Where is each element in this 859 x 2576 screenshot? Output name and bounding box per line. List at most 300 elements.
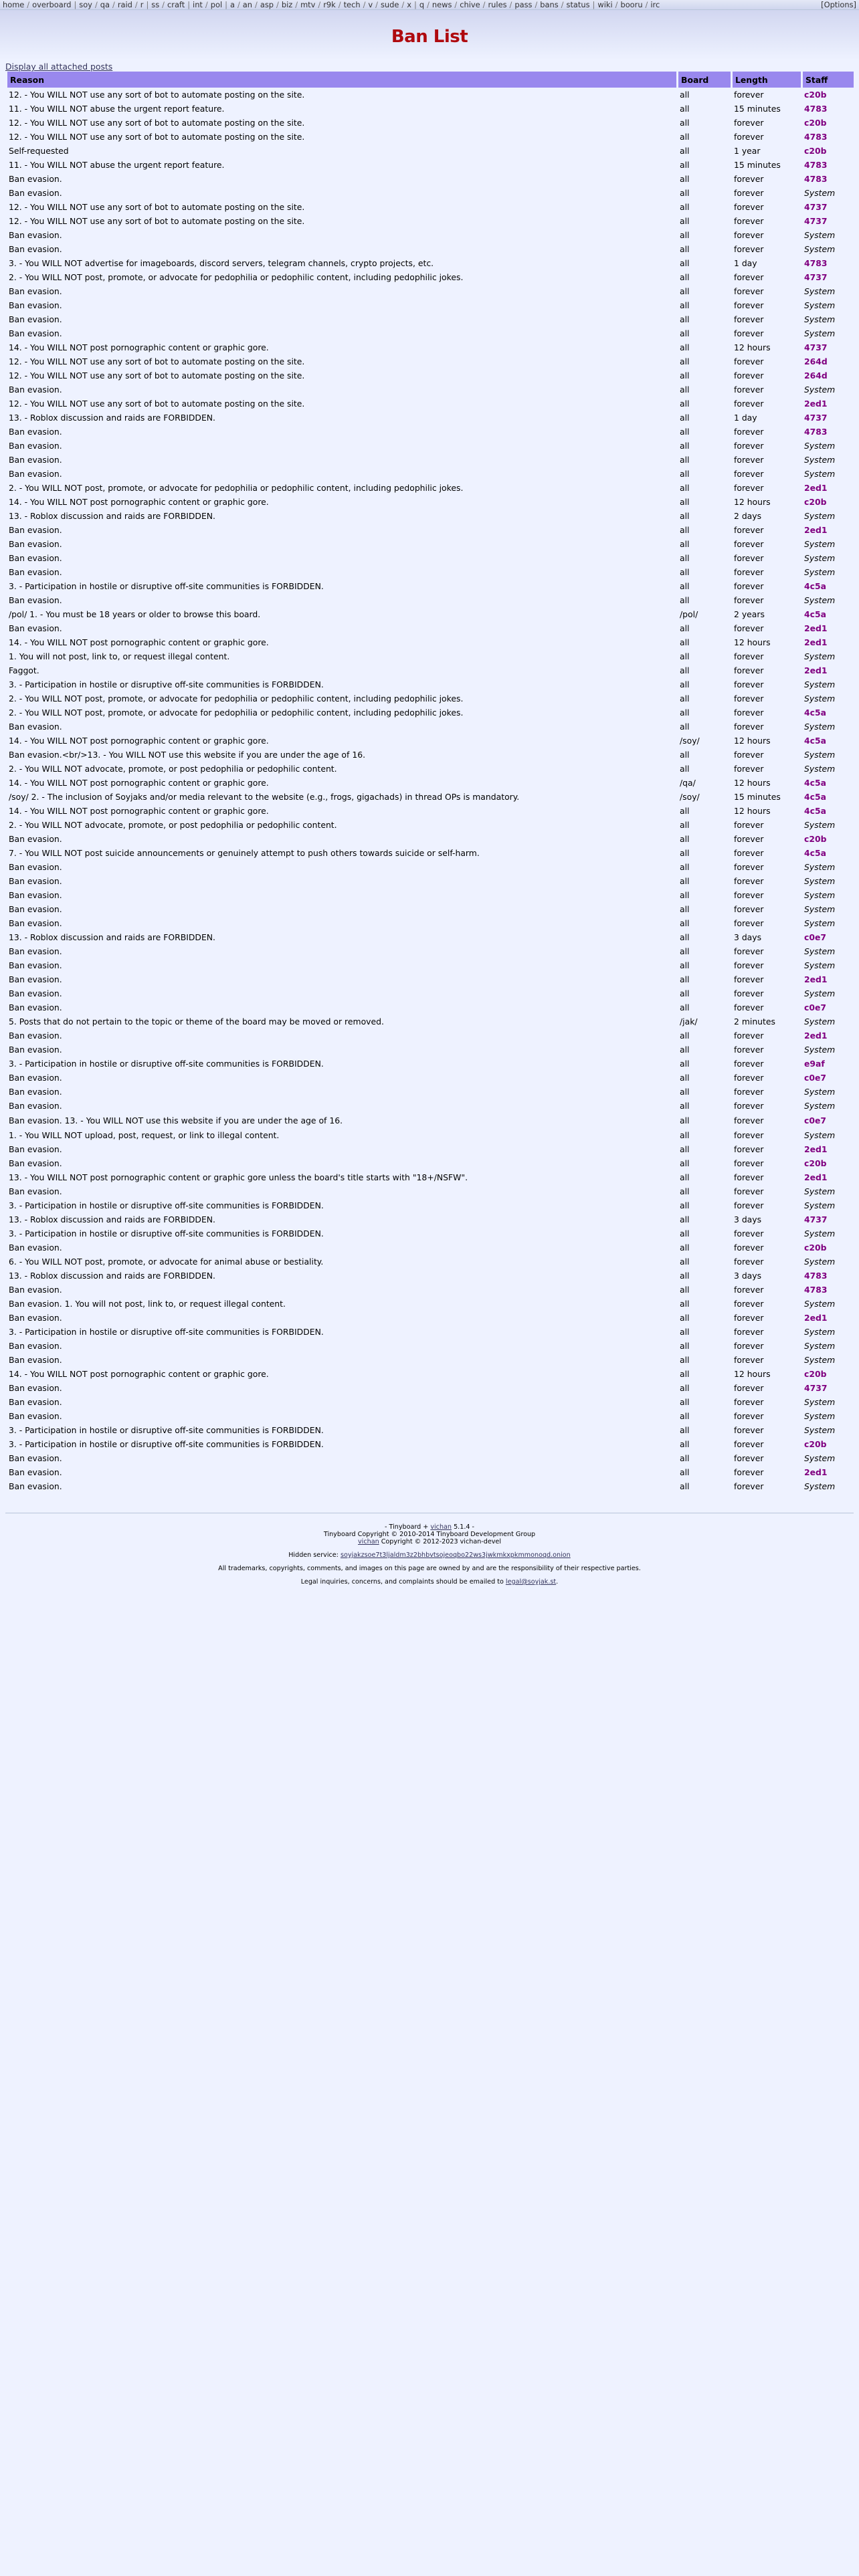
- ban-board: all: [680, 1144, 690, 1154]
- nav-link-ss[interactable]: ss: [151, 0, 160, 9]
- ban-length: forever: [734, 1285, 764, 1295]
- nav-slash: /: [295, 0, 298, 9]
- ban-board: all: [680, 216, 690, 226]
- ban-staff: System: [804, 1087, 836, 1097]
- nav-link-rules[interactable]: rules: [488, 0, 507, 9]
- footer-hidden-service: [0, 1551, 859, 1559]
- nav-slash: /: [561, 0, 564, 9]
- ban-staff: System: [804, 1045, 836, 1055]
- ban-board: all: [680, 455, 690, 465]
- table-row: [7, 621, 854, 635]
- ban-reason: Ban evasion.: [9, 1397, 62, 1407]
- ban-length: 2 years: [734, 609, 765, 619]
- nav-slash: /: [615, 0, 618, 9]
- table-row: [7, 1423, 854, 1437]
- ban-length: forever: [734, 1299, 764, 1309]
- ban-staff: System: [804, 1355, 836, 1365]
- nav-slash: /: [112, 0, 115, 9]
- ban-board: all: [680, 1073, 690, 1083]
- ban-reason: Ban evasion.: [9, 1002, 62, 1012]
- ban-board: all: [680, 1243, 690, 1253]
- nav-link-asp[interactable]: asp: [260, 0, 274, 9]
- ban-reason: Ban evasion.: [9, 974, 62, 984]
- ban-reason: 12. - You WILL NOT use any sort of bot to automate posting on the site.: [9, 132, 305, 142]
- ban-staff: System: [804, 469, 836, 479]
- ban-reason: Ban evasion.<br/>13. - You WILL NOT use this website if you are under the age of 16.: [9, 750, 366, 760]
- ban-length: forever: [734, 174, 764, 184]
- ban-board: all: [680, 1285, 690, 1295]
- nav-link-wiki[interactable]: wiki: [597, 0, 613, 9]
- ban-reason: 2. - You WILL NOT advocate, promote, or post pedophilia or pedophilic content.: [9, 820, 337, 830]
- nav-link-qa[interactable]: qa: [100, 0, 110, 9]
- ban-staff: System: [804, 300, 836, 310]
- ban-length: forever: [734, 1355, 764, 1365]
- nav-link-overboard[interactable]: overboard: [32, 0, 72, 9]
- ban-board: all: [680, 469, 690, 479]
- column-header-reason[interactable]: Reason: [7, 72, 676, 88]
- ban-board: all: [680, 651, 690, 661]
- ban-reason: 2. - You WILL NOT advocate, promote, or post pedophilia or pedophilic content.: [9, 764, 337, 774]
- nav-link-mtv[interactable]: mtv: [300, 0, 316, 9]
- ban-board: all: [680, 1045, 690, 1055]
- ban-reason: Ban evasion.: [9, 960, 62, 970]
- table-row: [7, 481, 854, 495]
- footer-copyright-vichan: [0, 1538, 859, 1545]
- ban-staff: 4783: [804, 104, 828, 114]
- table-row: [7, 495, 854, 509]
- ban-length: forever: [734, 1031, 764, 1041]
- ban-staff: System: [804, 750, 836, 760]
- ban-board: all: [680, 567, 690, 577]
- ban-staff: 4c5a: [804, 806, 826, 816]
- ban-board: all: [680, 1087, 690, 1097]
- ban-staff: 2ed1: [804, 1313, 828, 1323]
- footer: [0, 1523, 859, 1586]
- table-row: [7, 116, 854, 130]
- table-row: [7, 1479, 854, 1493]
- ban-length: forever: [734, 1411, 764, 1421]
- table-row: [7, 1367, 854, 1381]
- nav-link-tech[interactable]: tech: [343, 0, 361, 9]
- ban-length: forever: [734, 890, 764, 900]
- ban-board: all: [680, 525, 690, 535]
- ban-length: forever: [734, 272, 764, 282]
- ban-length: 2 minutes: [734, 1016, 775, 1027]
- display-all-posts-link[interactable]: Display all attached posts: [5, 62, 113, 72]
- ban-board: all: [680, 1101, 690, 1111]
- nav-slash: /: [27, 0, 30, 9]
- table-row: [7, 186, 854, 200]
- ban-board: all: [680, 764, 690, 774]
- ban-reason: Ban evasion.: [9, 441, 62, 451]
- ban-reason: 14. - You WILL NOT post pornographic content or graphic gore.: [9, 806, 269, 816]
- ban-length: forever: [734, 679, 764, 689]
- ban-length: forever: [734, 216, 764, 226]
- ban-board: all: [680, 1031, 690, 1041]
- ban-reason: 1. - You WILL NOT upload, post, request, or link to illegal content.: [9, 1130, 280, 1140]
- nav-link-an[interactable]: an: [242, 0, 252, 9]
- ban-board: all: [680, 750, 690, 760]
- nav-slash: /: [94, 0, 98, 9]
- table-row: [7, 270, 854, 284]
- ban-reason: 3. - Participation in hostile or disruptive off-site communities is FORBIDDEN.: [9, 679, 324, 689]
- ban-reason: 14. - You WILL NOT post pornographic content or graphic gore.: [9, 637, 269, 647]
- ban-reason: Ban evasion.: [9, 1411, 62, 1421]
- ban-board: all: [680, 1172, 690, 1182]
- table-row: [7, 1212, 854, 1226]
- nav-slash: /: [205, 0, 208, 9]
- table-row: [7, 1395, 854, 1409]
- ban-reason: Ban evasion.: [9, 230, 62, 240]
- ban-reason: Ban evasion. 1. You will not post, link to, or request illegal content.: [9, 1299, 286, 1309]
- table-row: [7, 397, 854, 411]
- nav-slash: /: [276, 0, 279, 9]
- top-navigation-bar: [0, 0, 859, 10]
- ban-board: all: [680, 679, 690, 689]
- nav-link-sude[interactable]: sude: [381, 0, 399, 9]
- nav-slash: /: [375, 0, 378, 9]
- ban-board: all: [680, 202, 690, 212]
- ban-board: all: [680, 104, 690, 114]
- table-row: [7, 1043, 854, 1057]
- ban-length: forever: [734, 876, 764, 886]
- ban-board: all: [680, 118, 690, 128]
- ban-reason: Ban evasion.: [9, 525, 62, 535]
- nav-link-pass[interactable]: pass: [514, 0, 533, 9]
- table-row: [7, 1029, 854, 1043]
- ban-reason: 3. - Participation in hostile or disruptive off-site communities is FORBIDDEN.: [9, 1425, 324, 1435]
- table-row: [7, 200, 854, 214]
- nav-link-chive[interactable]: chive: [460, 0, 480, 9]
- table-row: [7, 368, 854, 383]
- table-row: [7, 832, 854, 846]
- table-row: [7, 1099, 854, 1113]
- footer-copyright-vichan-text: Copyright © 2012-2023 vichan-devel: [379, 1538, 501, 1545]
- ban-length: forever: [734, 764, 764, 774]
- ban-length: forever: [734, 988, 764, 998]
- ban-reason: Ban evasion.: [9, 1101, 62, 1111]
- ban-staff: 2ed1: [804, 665, 828, 675]
- ban-staff: 264d: [804, 370, 828, 381]
- ban-reason: Ban evasion.: [9, 567, 62, 577]
- ban-reason: Ban evasion.: [9, 988, 62, 998]
- nav-link-craft[interactable]: craft: [167, 0, 185, 9]
- ban-length: forever: [734, 1327, 764, 1337]
- ban-staff: System: [804, 314, 836, 324]
- table-row: [7, 228, 854, 242]
- ban-board: all: [680, 581, 690, 591]
- ban-board: all: [680, 1313, 690, 1323]
- ban-staff: System: [804, 441, 836, 451]
- nav-link-r9k[interactable]: r9k: [323, 0, 336, 9]
- ban-length: forever: [734, 623, 764, 633]
- ban-reason: 12. - You WILL NOT use any sort of bot to automate posting on the site.: [9, 118, 305, 128]
- ban-staff: 2ed1: [804, 399, 828, 409]
- ban-staff: System: [804, 455, 836, 465]
- ban-reason: Ban evasion.: [9, 623, 62, 633]
- ban-reason: 12. - You WILL NOT use any sort of bot to automate posting on the site.: [9, 216, 305, 226]
- table-row: [7, 326, 854, 340]
- ban-reason: Ban evasion.: [9, 1144, 62, 1154]
- ban-staff: c0e7: [804, 932, 826, 942]
- ban-staff: 264d: [804, 356, 828, 366]
- ban-staff: System: [804, 1016, 836, 1027]
- table-row: [7, 776, 854, 790]
- ban-length: forever: [734, 455, 764, 465]
- ban-staff: System: [804, 904, 836, 914]
- nav-separator: |: [146, 0, 149, 9]
- ban-length: 12 hours: [734, 637, 771, 647]
- ban-board: all: [680, 342, 690, 352]
- ban-length: forever: [734, 525, 764, 535]
- ban-length: forever: [734, 651, 764, 661]
- table-row: [7, 1128, 854, 1142]
- ban-board: all: [680, 834, 690, 844]
- ban-reason: 5. Posts that do not pertain to the topic or theme of the board may be moved or removed.: [9, 1016, 384, 1027]
- ban-staff: System: [804, 960, 836, 970]
- ban-length: forever: [734, 230, 764, 240]
- ban-length: forever: [734, 1467, 764, 1477]
- ban-staff: System: [804, 918, 836, 928]
- table-row: [7, 172, 854, 186]
- ban-reason: 3. - Participation in hostile or disruptive off-site communities is FORBIDDEN.: [9, 1327, 324, 1337]
- column-header-length[interactable]: Length: [733, 72, 801, 88]
- ban-staff: 4737: [804, 216, 828, 226]
- ban-staff: c0e7: [804, 1002, 826, 1012]
- nav-separator: |: [74, 0, 77, 9]
- table-row: [7, 537, 854, 551]
- nav-link-home[interactable]: home: [3, 0, 25, 9]
- ban-board: all: [680, 960, 690, 970]
- ban-length: 3 days: [734, 1271, 762, 1281]
- table-header-row: [7, 72, 854, 88]
- ban-board: all: [680, 1327, 690, 1337]
- nav-link-bans[interactable]: bans: [540, 0, 559, 9]
- page-title: Ban List: [391, 27, 468, 47]
- ban-reason: Ban evasion.: [9, 1467, 62, 1477]
- table-row: [7, 1255, 854, 1269]
- ban-staff: System: [804, 286, 836, 296]
- table-row: [7, 1451, 854, 1465]
- ban-reason: Ban evasion.: [9, 722, 62, 732]
- table-row: [7, 1283, 854, 1297]
- ban-board: all: [680, 904, 690, 914]
- table-row: [7, 1325, 854, 1339]
- ban-board: all: [680, 1397, 690, 1407]
- ban-staff: 4737: [804, 272, 828, 282]
- ban-staff: System: [804, 1130, 836, 1140]
- table-row: [7, 158, 854, 172]
- ban-board: all: [680, 399, 690, 409]
- nav-link-x[interactable]: x: [407, 0, 411, 9]
- nav-link-int[interactable]: int: [193, 0, 203, 9]
- ban-staff: c20b: [804, 146, 827, 156]
- table-row: [7, 706, 854, 720]
- nav-link-booru[interactable]: booru: [620, 0, 643, 9]
- ban-length: 3 days: [734, 932, 762, 942]
- ban-staff: 2ed1: [804, 525, 828, 535]
- table-row: [7, 607, 854, 621]
- nav-slash: /: [318, 0, 321, 9]
- ban-length: forever: [734, 1130, 764, 1140]
- table-row: [7, 1311, 854, 1325]
- ban-length: forever: [734, 118, 764, 128]
- ban-staff: System: [804, 679, 836, 689]
- ban-length: forever: [734, 904, 764, 914]
- ban-reason: 14. - You WILL NOT post pornographic content or graphic gore.: [9, 1369, 269, 1379]
- nav-link-r[interactable]: r: [140, 0, 144, 9]
- ban-reason: 14. - You WILL NOT post pornographic content or graphic gore.: [9, 342, 269, 352]
- ban-reason: Ban evasion.: [9, 314, 62, 324]
- ban-reason: Ban evasion.: [9, 918, 62, 928]
- nav-link-irc[interactable]: irc: [650, 0, 660, 9]
- ban-length: forever: [734, 1186, 764, 1196]
- vichan-link[interactable]: vichan: [430, 1523, 452, 1531]
- nav-link-a[interactable]: a: [229, 0, 235, 9]
- options-link[interactable]: [Options]: [821, 0, 856, 9]
- ban-board: all: [680, 314, 690, 324]
- ban-reason: 12. - You WILL NOT use any sort of bot to automate posting on the site.: [9, 399, 305, 409]
- column-header-staff[interactable]: Staff: [803, 72, 854, 88]
- nav-separator: |: [414, 0, 417, 9]
- ban-staff: System: [804, 1425, 836, 1435]
- ban-reason: /pol/ 1. - You must be 18 years or older to browse this board.: [9, 609, 261, 619]
- ban-staff: 4783: [804, 258, 828, 268]
- ban-length: forever: [734, 581, 764, 591]
- ban-staff: 4c5a: [804, 708, 826, 718]
- ban-length: forever: [734, 1045, 764, 1055]
- ban-board: all: [680, 356, 690, 366]
- ban-board: all: [680, 932, 690, 942]
- ban-reason: Ban evasion.: [9, 1087, 62, 1097]
- column-header-board[interactable]: Board: [678, 72, 731, 88]
- ban-reason: 13. - Roblox discussion and raids are FORBIDDEN.: [9, 511, 215, 521]
- ban-board: all: [680, 286, 690, 296]
- table-row: [7, 411, 854, 425]
- ban-staff: System: [804, 1200, 836, 1210]
- ban-staff: 4783: [804, 160, 828, 170]
- nav-slash: /: [237, 0, 240, 9]
- ban-board: all: [680, 1453, 690, 1463]
- nav-slash: /: [482, 0, 486, 9]
- nav-link-pol[interactable]: pol: [210, 0, 223, 9]
- ban-reason: 13. - Roblox discussion and raids are FORBIDDEN.: [9, 1214, 215, 1224]
- ban-length: forever: [734, 328, 764, 338]
- ban-board: all: [680, 862, 690, 872]
- nav-link-status[interactable]: status: [566, 0, 590, 9]
- ban-staff: System: [804, 651, 836, 661]
- ban-length: forever: [734, 1200, 764, 1210]
- ban-reason: 3. - Participation in hostile or disruptive off-site communities is FORBIDDEN.: [9, 1200, 324, 1210]
- ban-board: all: [680, 300, 690, 310]
- table-row: [7, 916, 854, 930]
- ban-reason: Ban evasion.: [9, 834, 62, 844]
- ban-length: forever: [734, 370, 764, 381]
- ban-length: forever: [734, 974, 764, 984]
- vichan-devel-link[interactable]: vichan: [358, 1538, 379, 1545]
- legal-email-link[interactable]: legal@soyjak.st: [505, 1578, 557, 1586]
- ban-staff: 4737: [804, 1214, 828, 1224]
- table-row: [7, 635, 854, 649]
- ban-length: forever: [734, 399, 764, 409]
- ban-staff: System: [804, 595, 836, 605]
- nav-link-raid[interactable]: raid: [117, 0, 132, 9]
- table-row: [7, 1071, 854, 1085]
- ban-board: all: [680, 1341, 690, 1351]
- ban-reason: Ban evasion.: [9, 385, 62, 395]
- ban-length: forever: [734, 1439, 764, 1449]
- ban-reason: Faggot.: [9, 665, 39, 675]
- nav-slash: /: [535, 0, 538, 9]
- ban-board: /soy/: [680, 736, 700, 746]
- nav-link-soy[interactable]: soy: [79, 0, 92, 9]
- table-row: [7, 1437, 854, 1451]
- ban-length: forever: [734, 441, 764, 451]
- ban-length: forever: [734, 848, 764, 858]
- footer-legal: [0, 1578, 859, 1586]
- ban-staff: System: [804, 328, 836, 338]
- ban-length: forever: [734, 567, 764, 577]
- ban-length: 12 hours: [734, 778, 771, 788]
- ban-staff: 2ed1: [804, 483, 828, 493]
- ban-staff: System: [804, 539, 836, 549]
- table-row: [7, 565, 854, 579]
- ban-reason: Ban evasion.: [9, 595, 62, 605]
- ban-reason: 7. - You WILL NOT post suicide announcements or genuinely attempt to push others towards suicide or self-harm.: [9, 848, 480, 858]
- ban-length: forever: [734, 834, 764, 844]
- ban-board: all: [680, 974, 690, 984]
- nav-link-q[interactable]: q: [419, 0, 425, 9]
- nav-link-v[interactable]: v: [368, 0, 373, 9]
- ban-staff: System: [804, 511, 836, 521]
- table-row: [7, 1339, 854, 1353]
- ban-length: forever: [734, 1341, 764, 1351]
- ban-board: all: [680, 1200, 690, 1210]
- ban-reason: Ban evasion.: [9, 427, 62, 437]
- ban-staff: 4783: [804, 1285, 828, 1295]
- ban-board: all: [680, 483, 690, 493]
- ban-length: forever: [734, 595, 764, 605]
- ban-staff: c20b: [804, 118, 827, 128]
- ban-staff: 4c5a: [804, 792, 826, 802]
- ban-length: forever: [734, 960, 764, 970]
- hidden-service-label: Hidden service:: [288, 1551, 341, 1559]
- ban-board: all: [680, 385, 690, 395]
- ban-length: forever: [734, 1397, 764, 1407]
- ban-staff: System: [804, 553, 836, 563]
- ban-staff: 4737: [804, 413, 828, 423]
- ban-length: forever: [734, 1101, 764, 1111]
- ban-reason: Ban evasion.: [9, 1243, 62, 1253]
- ban-length: forever: [734, 1228, 764, 1239]
- table-row: [7, 1241, 854, 1255]
- ban-staff: c20b: [804, 1158, 827, 1168]
- ban-reason: Self-requested: [9, 146, 69, 156]
- ban-board: all: [680, 1158, 690, 1168]
- ban-staff: System: [804, 188, 836, 198]
- onion-link[interactable]: soyjakzsoe7t3ljaldm3z2bhbvtsojeoqbo22ws3jwkmkxpkmmonoqd.onion: [340, 1551, 571, 1559]
- ban-reason: Ban evasion.: [9, 188, 62, 198]
- ban-board: all: [680, 876, 690, 886]
- ban-list-body: [7, 88, 854, 1493]
- ban-reason: 6. - You WILL NOT post, promote, or advocate for animal abuse or bestiality.: [9, 1257, 324, 1267]
- ban-board: all: [680, 637, 690, 647]
- ban-reason: 2. - You WILL NOT post, promote, or advocate for pedophilia or pedophilic content, including pedophilic jokes.: [9, 708, 464, 718]
- nav-link-news[interactable]: news: [432, 0, 452, 9]
- ban-staff: System: [804, 1397, 836, 1407]
- table-row: [7, 691, 854, 706]
- nav-link-biz[interactable]: biz: [281, 0, 293, 9]
